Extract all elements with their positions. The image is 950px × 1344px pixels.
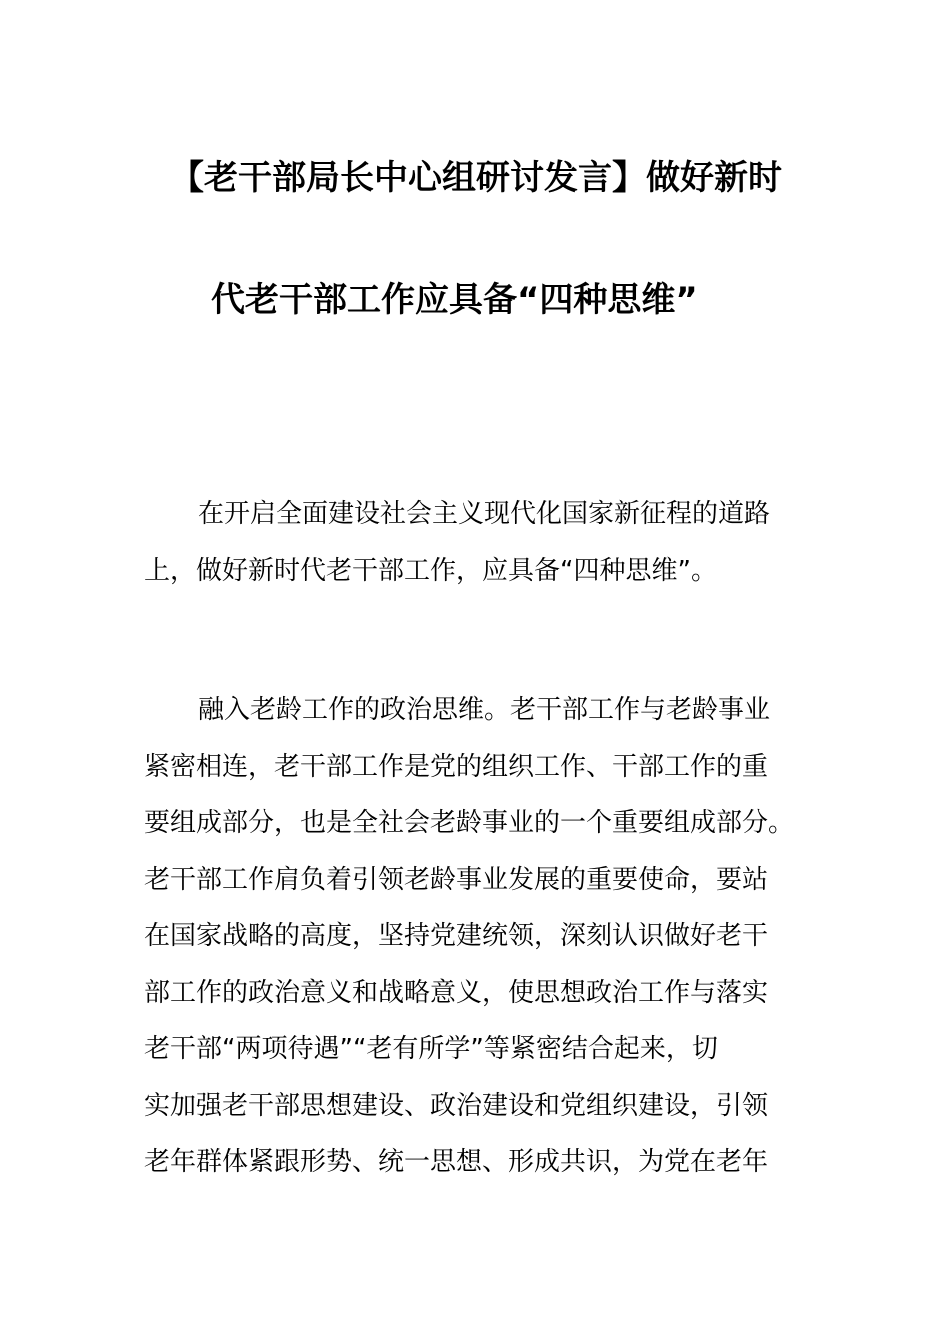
document-title-line-2: 代老干部工作应具备“四种思维” [211,280,698,320]
paragraph-line: 部工作的政治意义和战略意义，使思想政治工作与落实 [144,977,769,1008]
paragraph-line: 老年群体紧跟形势、统一思想、形成共识，为党在老年 [144,1147,769,1177]
paragraph-line: 实加强老干部思想建设、政治建设和党组织建设，引领 [144,1090,769,1121]
paragraph-intro [144,486,810,599]
paragraph-line: 在国家战略的高度，坚持党建统领，深刻认识做好老干 [144,921,769,951]
paragraph-line: 在开启全面建设社会主义现代化国家新征程的道路 [198,499,771,529]
paragraph-line: 老干部工作肩负着引领老龄事业发展的重要使命，要站 [144,864,769,895]
document-title-line-1: 【老干部局长中心组研讨发言】做好新时 [170,158,782,198]
paragraph-line: 老干部“两项待遇”“老有所学”等紧密结合起来，切 [144,1034,718,1064]
paragraph-line: 要组成部分，也是全社会老龄事业的一个重要组成部分。 [144,808,795,838]
paragraph-line: 上，做好新时代老干部工作，应具备“四种思维”。 [144,555,717,586]
paragraph-political-thinking [144,682,810,1191]
paragraph-line: 融入老龄工作的政治思维。老干部工作与老龄事业 [198,695,771,725]
paragraph-line: 紧密相连，老干部工作是党的组织工作、干部工作的重 [144,751,769,782]
